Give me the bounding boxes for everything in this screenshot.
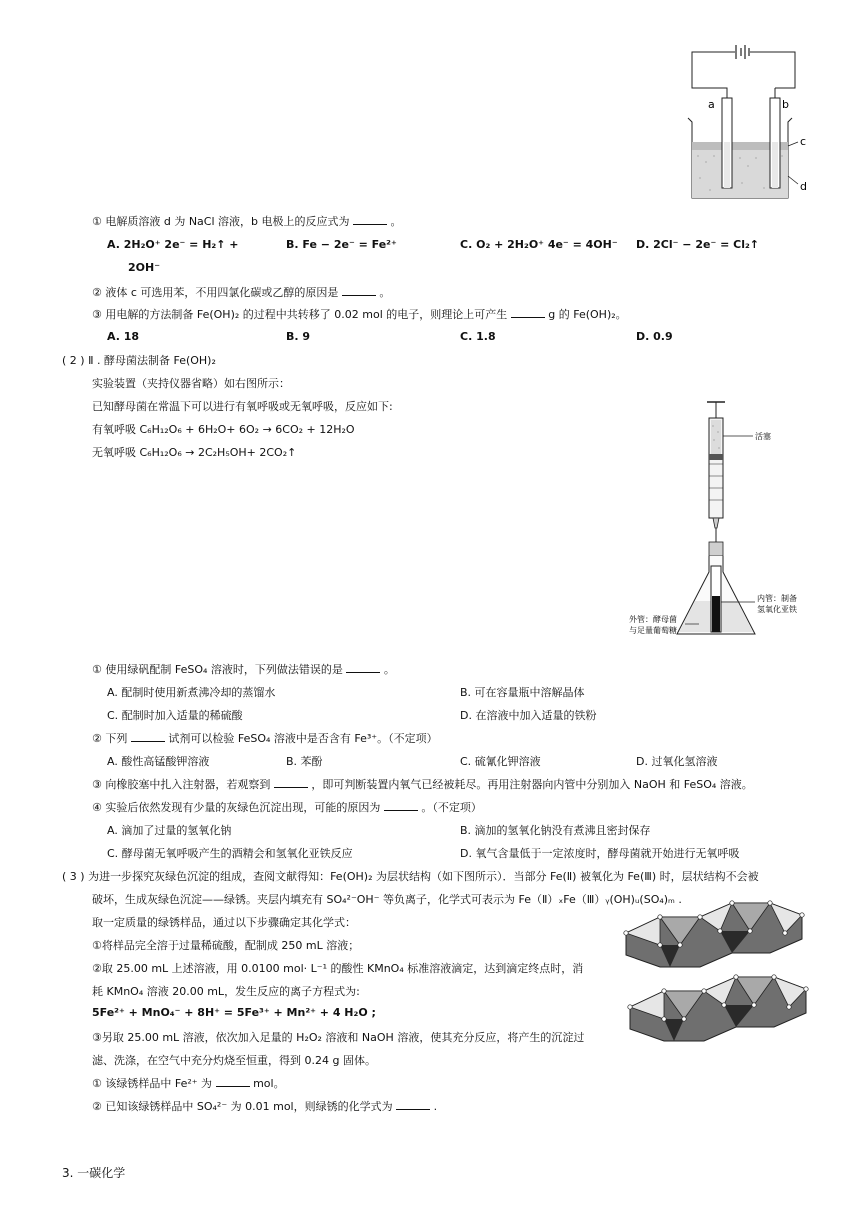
q1-sub1-option-a-cont: 2OH⁻: [128, 261, 161, 274]
label-c: c: [800, 135, 807, 148]
electrolysis-figure: [680, 38, 810, 206]
octahedral-layer-bottom: [628, 975, 808, 1041]
answer-blank[interactable]: [353, 214, 387, 225]
q2-sub2-option-a[interactable]: A. 酸性高锰酸钾溶液: [107, 755, 210, 768]
q3-header-2: 破坏，生成灰绿色沉淀——绿锈。夹层内填充有 SO₄²⁻OH⁻ 等负离子，化学式可表示为 Fe（Ⅱ）ₓFe（Ⅲ）ᵧ(OH)ᵤ(SO₄)ₘ .: [92, 893, 682, 906]
q1-sub1-stem: ① 电解质溶液 d 为 NaCl 溶液，b 电极上的反应式为 。: [92, 215, 402, 228]
q3-line7: 滤、洗涤，在空气中充分灼烧至恒重，得到 0.24 g 固体。: [92, 1054, 376, 1067]
label-piston: 活塞: [755, 432, 771, 441]
q3-line4: 耗 KMnO₄ 溶液 20.00 mL，发生反应的离子方程式为:: [92, 985, 360, 998]
answer-blank[interactable]: [396, 1099, 430, 1110]
q2-sub4-stem: ④ 实验后依然发现有少量的灰绿色沉淀出现，可能的原因为 。（不定项）: [92, 801, 482, 814]
label-d: d: [800, 180, 807, 193]
q3-line6: ③另取 25.00 mL 溶液，依次加入足量的 H₂O₂ 溶液和 NaOH 溶液，使其充分反应，将产生的沉淀过: [92, 1031, 585, 1044]
next-section-heading: 3. 一碳化学: [62, 1166, 126, 1180]
q3-sub2-stem: ② 已知该绿锈样品中 SO₄²⁻ 为 0.01 mol，则绿锈的化学式为 .: [92, 1100, 438, 1113]
q1-sub1-option-d[interactable]: D. 2Cl⁻ − 2e⁻ = Cl₂↑: [636, 238, 760, 251]
label-inner-1: 内管：制备: [757, 594, 797, 603]
q2-line2: 已知酵母菌在常温下可以进行有氧呼吸或无氧呼吸，反应如下:: [92, 400, 393, 413]
q3-equation: 5Fe²⁺ + MnO₄⁻ + 8H⁺ = 5Fe³⁺ + Mn²⁺ + 4 H₂O ;: [92, 1006, 376, 1019]
label-b: b: [782, 98, 789, 111]
q2-sub2-option-c[interactable]: C. 硫氰化钾溶液: [460, 755, 541, 768]
answer-blank[interactable]: [274, 777, 308, 788]
q2-sub4-option-d[interactable]: D. 氧气含量低于一定浓度时，酵母菌就开始进行无氧呼吸: [460, 847, 740, 860]
label-inner-2: 氢氧化亚铁: [757, 605, 797, 614]
q3-header-1: ( 3 ) 为进一步探究灰绿色沉淀的组成，查阅文献得知：Fe(OH)₂ 为层状结构（如下图所示）．当部分 Fe(Ⅱ) 被氧化为 Fe(Ⅲ) 时，层状结构不会被: [62, 870, 759, 883]
q2-sub1-option-b[interactable]: B. 可在容量瓶中溶解晶体: [460, 686, 585, 699]
q2-line4: 无氧呼吸 C₆H₁₂O₆ → 2C₂H₅OH+ 2CO₂↑: [92, 446, 297, 459]
label-outer-2: 与足量葡萄糖: [629, 626, 677, 635]
q2-sub2-stem: ② 下列 试剂可以检验 FeSO₄ 溶液中是否含有 Fe³⁺。（不定项）: [92, 732, 438, 745]
q2-sub1-stem: ① 使用绿矾配制 FeSO₄ 溶液时，下列做法错误的是 。: [92, 663, 395, 676]
q2-sub1-option-d[interactable]: D. 在溶液中加入适量的铁粉: [460, 709, 597, 722]
q3-line3: ②取 25.00 mL 上述溶液，用 0.0100 mol· L⁻¹ 的酸性 KMnO₄ 标准溶液滴定，达到滴定终点时，消: [92, 962, 584, 975]
q2-header: ( 2 ) Ⅱ . 酵母菌法制备 Fe(OH)₂: [62, 354, 216, 367]
answer-blank[interactable]: [342, 285, 376, 296]
q1-sub3-option-c[interactable]: C. 1.8: [460, 330, 496, 343]
q2-sub2-option-d[interactable]: D. 过氧化氢溶液: [636, 755, 718, 768]
q1-sub2-stem: ② 液体 c 可选用苯，不用四氯化碳或乙醇的原因是 。: [92, 286, 391, 299]
label-a: a: [708, 98, 715, 111]
answer-blank[interactable]: [346, 662, 380, 673]
answer-blank[interactable]: [216, 1076, 250, 1087]
q3-line2: ①将样品完全溶于过量稀硫酸，配制成 250 mL 溶液；: [92, 939, 360, 952]
q3-sub1-stem: ① 该绿锈样品中 Fe²⁺ 为 mol。: [92, 1077, 285, 1090]
answer-blank[interactable]: [511, 307, 545, 318]
q2-line1: 实验装置（夹持仪器省略）如右图所示：: [92, 377, 290, 390]
octahedral-layer-top: [624, 901, 804, 967]
yeast-apparatus-figure: [625, 396, 810, 646]
q2-sub4-option-a[interactable]: A. 滴加了过量的氢氧化钠: [107, 824, 232, 837]
q2-sub2-option-b[interactable]: B. 苯酚: [286, 755, 323, 768]
q2-sub1-option-a[interactable]: A. 配制时使用新煮沸冷却的蒸馏水: [107, 686, 276, 699]
answer-blank[interactable]: [131, 731, 165, 742]
q2-line3: 有氧呼吸 C₆H₁₂O₆ + 6H₂O+ 6O₂ → 6CO₂ + 12H₂O: [92, 423, 355, 436]
q1-sub3-option-b[interactable]: B. 9: [286, 330, 311, 343]
q2-sub4-option-c[interactable]: C. 酵母菌无氧呼吸产生的酒精会和氢氧化亚铁反应: [107, 847, 353, 860]
q1-sub1-option-b[interactable]: B. Fe − 2e⁻ = Fe²⁺: [286, 238, 397, 251]
q2-sub1-option-c[interactable]: C. 配制时加入适量的稀硫酸: [107, 709, 243, 722]
q3-line1: 取一定质量的绿锈样品，通过以下步骤确定其化学式：: [92, 916, 356, 929]
q1-sub1-option-a[interactable]: A. 2H₂O⁺ 2e⁻ = H₂↑ +: [107, 238, 239, 251]
q2-sub3-stem: ③ 向橡胶塞中扎入注射器，若观察到 ，即可判断装置内氧气已经被耗尽。再用注射器向内管中分别加入 NaOH 和 FeSO₄ 溶液。: [92, 778, 753, 791]
answer-blank[interactable]: [384, 800, 418, 811]
q1-sub3-stem: ③ 用电解的方法制备 Fe(OH)₂ 的过程中共转移了 0.02 mol 的电子，则理论上可产生 g 的 Fe(OH)₂。: [92, 308, 627, 321]
q1-sub3-option-a[interactable]: A. 18: [107, 330, 140, 343]
q1-sub1-option-c[interactable]: C. O₂ + 2H₂O⁺ 4e⁻ = 4OH⁻: [460, 238, 618, 251]
layered-structure-figure: [620, 895, 810, 1045]
label-outer-1: 外管：酵母菌: [629, 615, 677, 624]
q1-sub3-option-d[interactable]: D. 0.9: [636, 330, 673, 343]
q2-sub4-option-b[interactable]: B. 滴加的氢氧化钠没有煮沸且密封保存: [460, 824, 651, 837]
